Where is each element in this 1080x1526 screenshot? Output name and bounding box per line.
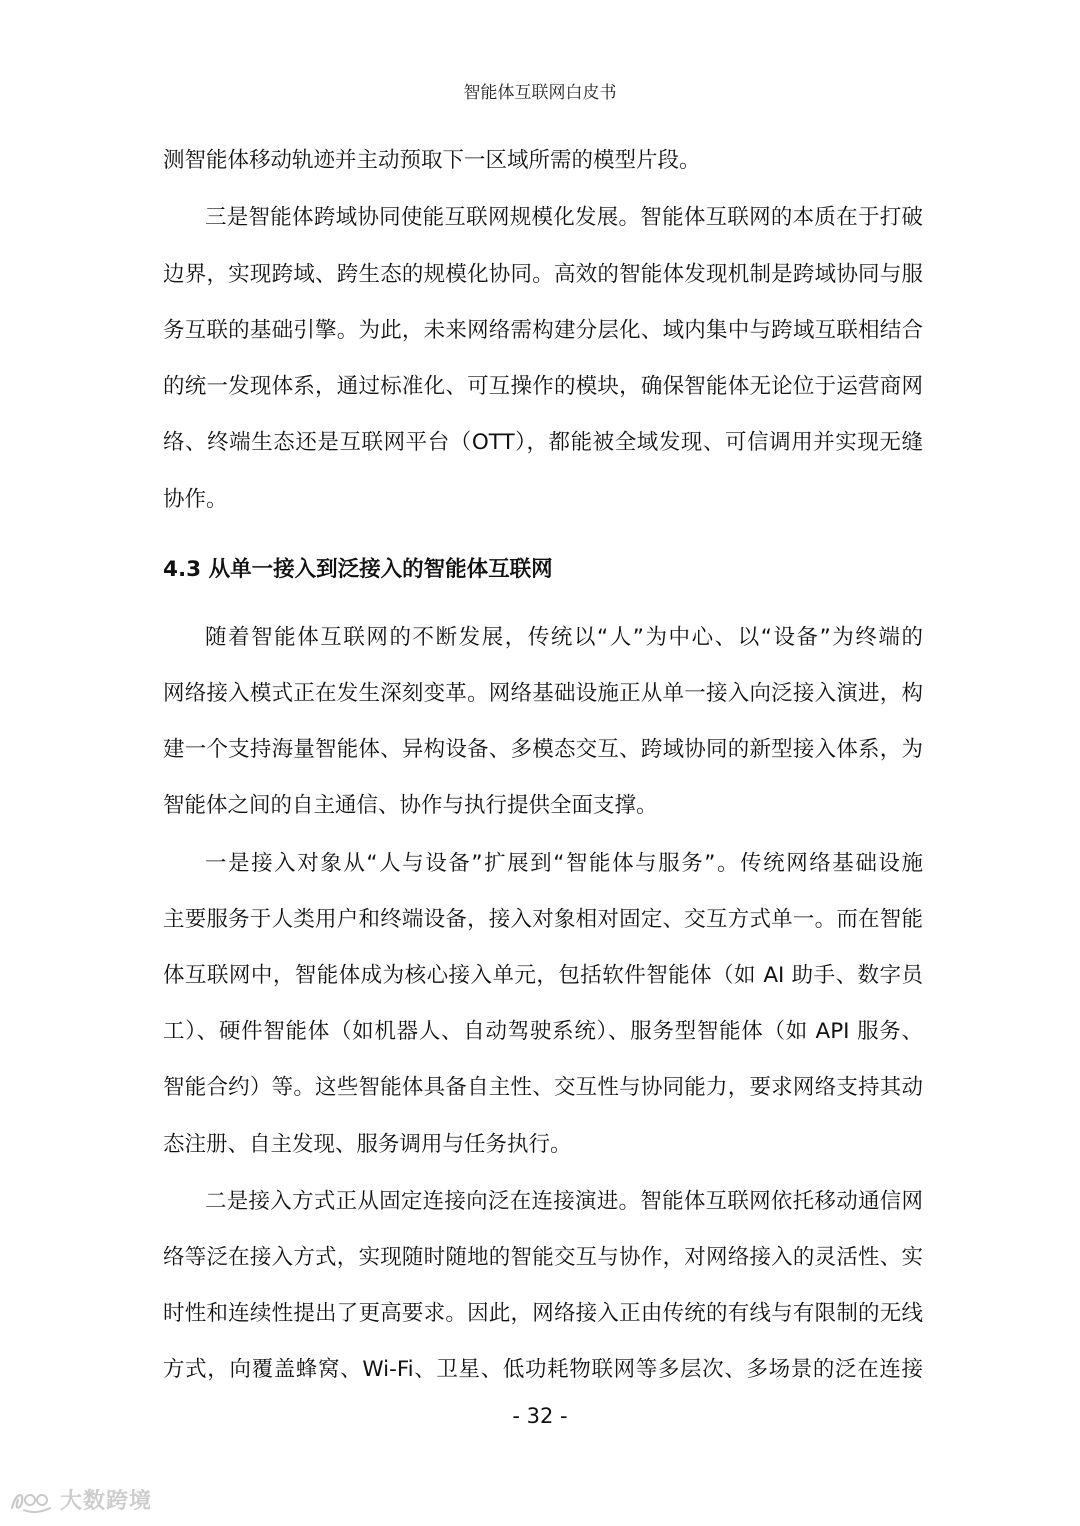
text-line: 的统一发现体系，通过标准化、可互操作的模块，确保智能体无论位于运营商网 [163, 374, 923, 399]
section-heading: 4.3 从单一接入到泛接入的智能体互联网 [163, 557, 553, 582]
text-line: 智能合约）等。这些智能体具备自主性、交互性与协同能力，要求网络支持其动 [163, 1075, 923, 1100]
text-line: 工）、硬件智能体（如机器人、自动驾驶系统）、服务型智能体（如 API 服务、 [163, 1019, 923, 1044]
watermark [8, 1486, 152, 1518]
text-line: 方式，向覆盖蜂窝、Wi-Fi、卫星、低功耗物联网等多层次、多场景的泛在连接 [163, 1357, 923, 1382]
text-line: 协作。 [163, 487, 228, 512]
text-line: 测智能体移动轨迹并主动预取下一区域所需的模型片段。 [163, 148, 701, 173]
text-line: 建一个支持海量智能体、异构设备、多模态交互、跨域协同的新型接入体系，为 [163, 737, 923, 762]
text-line: 络、终端生态还是互联网平台（OTT），都能被全域发现、可信调用并实现无缝 [163, 430, 923, 455]
watermark-logo-icon [8, 1488, 54, 1516]
text-line: 体互联网中，智能体成为核心接入单元，包括软件智能体（如 AI 助手、数字员 [163, 963, 923, 988]
text-line: 三是智能体跨域协同使能互联网规模化发展。智能体互联网的本质在于打破 [205, 205, 923, 230]
text-line: 络等泛在接入方式，实现随时随地的智能交互与协作，对网络接入的灵活性、实 [163, 1245, 923, 1270]
page-header: 智能体互联网白皮书 [463, 83, 617, 103]
text-line: 智能体之间的自主通信、协作与执行提供全面支撑。 [163, 793, 658, 818]
text-line: 时性和连续性提出了更高要求。因此，网络接入正由传统的有线与有限制的无线 [163, 1301, 923, 1326]
page-number: - 32 - [512, 1404, 568, 1428]
text-line: 网络接入模式正在发生深刻变革。网络基础设施正从单一接入向泛接入演进，构 [163, 681, 923, 706]
text-line: 随着智能体互联网的不断发展，传统以“人”为中心、以“设备”为终端的 [205, 625, 923, 650]
text-line: 二是接入方式正从固定连接向泛在连接演进。智能体互联网依托移动通信网 [205, 1189, 923, 1214]
text-line: 主要服务于人类用户和终端设备，接入对象相对固定、交互方式单一。而在智能 [163, 907, 923, 932]
watermark-text: 大数跨境 [60, 1489, 153, 1514]
text-line: 务互联的基础引擎。为此，未来网络需构建分层化、域内集中与跨域互联相结合 [163, 318, 923, 343]
text-line: 边界，实现跨域、跨生态的规模化协同。高效的智能体发现机制是跨域协同与服 [163, 262, 923, 287]
text-line: 一是接入对象从“人与设备”扩展到“智能体与服务”。传统网络基础设施 [205, 851, 923, 876]
text-line: 态注册、自主发现、服务调用与任务执行。 [163, 1132, 572, 1157]
